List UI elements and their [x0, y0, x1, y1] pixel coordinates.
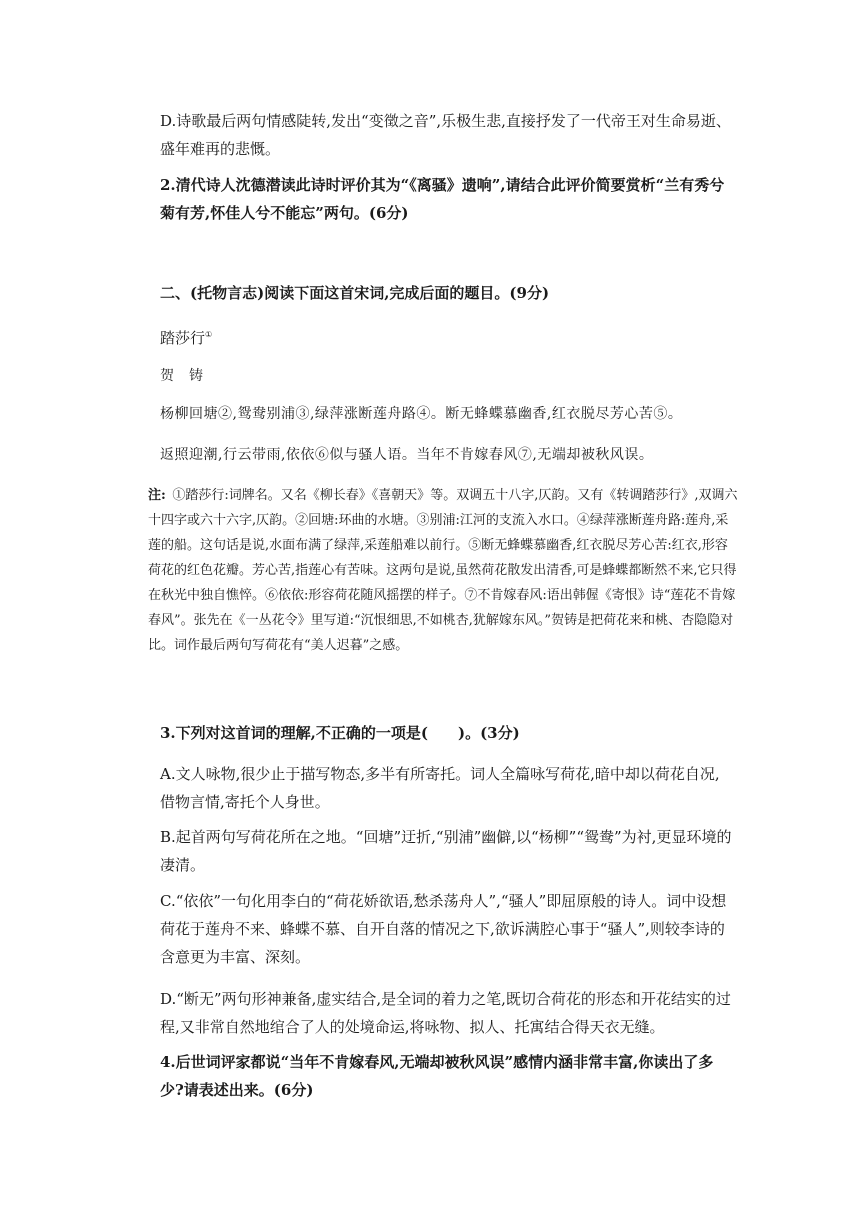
- option-b: B.起首两句写荷花所在之地。“回塘”迂折,“别浦”幽僻,以“杨柳”“鸳鸯”为衬,更显环境的凄清。: [160, 828, 732, 874]
- poem-title-line: [160, 321, 734, 352]
- poem-line-2: 返照迎潮,行云带雨,依依⑥似与骚人语。当年不肯嫁春风⑦,无端却被秋风误。: [160, 447, 654, 463]
- annotation-text: ①踏莎行:词牌名。又名《柳长春》《喜朝天》等。双调五十八字,仄韵。又有《转调踏莎行》,双调六十四字或六十六字,仄韵。②回塘:环曲的水塘。③别浦:江河的支流入水口。④绿萍涨断莲舟路:莲舟,采莲的船。这句话是说,水面布满了绿萍,采莲船难以前行。⑤断无蜂蝶慕幽香,红衣脱尽芳心苦:红衣,形容荷花的红色花瓣。芳心苦,指莲心有苦味。这两句是说,虽然荷花散发出清香,可是蜂蝶都断然不来,它只得在秋光中独自憔悴。⑥依依:形容荷花随风摇摆的样子。⑦不肯嫁春风:语出韩偓《寄恨》诗“莲花不肯嫁春风”。张先在《一丛花令》里写道:“沉恨细思,不如桃杏,犹解嫁东风。”贺铸是把荷花来和桃、杏隐隐对比。词作最后两句写荷花有“美人迟暮”之感。: [148, 488, 738, 653]
- poem-title: 踏莎行: [160, 329, 206, 347]
- option-a: A.文人咏物,很少止于描写物态,多半有所寄托。词人全篇咏写荷花,暗中却以荷花自况,借物言情,寄托个人身世。: [160, 765, 720, 811]
- annotation-block: [148, 483, 738, 658]
- question-4: 4.后世词评家都说“当年不肯嫁春风,无端却被秋风误”感情内涵非常丰富,你读出了多少?请表述出来。(6分): [160, 1053, 714, 1099]
- option-d-paragraph: D.诗歌最后两句情感陡转,发出“变徵之音”,乐极生悲,直接抒发了一代帝王对生命易逝、盛年难再的悲慨。: [160, 112, 731, 158]
- annotation-label: 注:: [148, 488, 166, 503]
- section-2-heading: 二、(托物言志)阅读下面这首宋词,完成后面的题目。(9分): [160, 284, 550, 302]
- option-d: D.“断无”两句形神兼备,虚实结合,是全词的着力之笔,既切合荷花的形态和开花结实的过程,又非常自然地绾合了人的处境命运,将咏物、拟人、托寓结合得天衣无缝。: [160, 990, 731, 1036]
- question-2: 2.清代诗人沈德潜读此诗时评价其为“《离骚》遗响”,请结合此评价简要赏析“兰有秀兮菊有芳,怀佳人兮不能忘”两句。(6分): [160, 176, 725, 222]
- question-3: 3.下列对这首词的理解,不正确的一项是( )。(3分): [160, 724, 520, 742]
- poem-title-footnote-mark: ①: [205, 330, 213, 339]
- poem-author: 贺 铸: [160, 368, 204, 384]
- poem-line-1: 杨柳回塘②,鸳鸯别浦③,绿萍涨断莲舟路④。断无蜂蝶慕幽香,红衣脱尽芳心苦⑤。: [160, 406, 683, 422]
- option-c: C.“依依”一句化用李白的“荷花娇欲语,愁杀荡舟人”,“骚人”即屈原般的诗人。词中设想荷花于莲舟不来、蜂蝶不慕、自开自落的情况之下,欲诉满腔心事于“骚人”,则较李诗的含意更为丰富、深刻。: [160, 892, 727, 966]
